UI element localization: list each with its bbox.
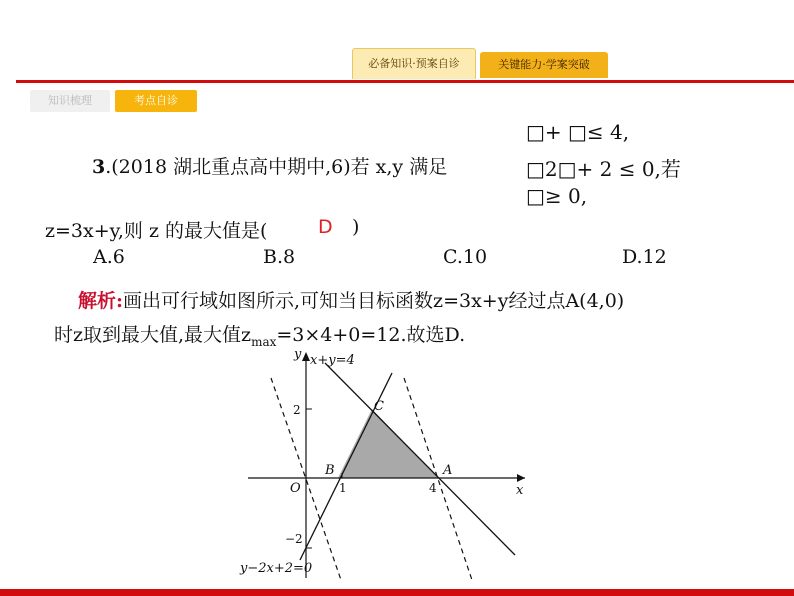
dashed-objective-through-a — [404, 378, 472, 580]
x-axis-arrow — [517, 474, 525, 482]
feasible-region — [338, 409, 438, 478]
option-a: A.6 — [93, 246, 125, 268]
question-stem-text: .(2018 湖北重点高中期中,6)若 x,y 满足 — [105, 156, 448, 178]
solution-text-2b: =3×4+0=12.故选D. — [276, 324, 466, 346]
constraint-line-2: □2□+ 2 ≤ 0,若 — [526, 157, 681, 181]
label-line-top: x+y=4 — [310, 353, 355, 368]
tick-label-neg2: −2 — [285, 532, 303, 546]
question-stem-line2-a: z=3x+y,则 z 的最大值是( — [45, 220, 268, 242]
solution-text-2a: 时z取到最大值,最大值z — [54, 324, 252, 346]
tab-key-abilities[interactable]: 关键能力·学案突破 — [480, 52, 608, 78]
label-origin: O — [290, 481, 301, 496]
option-b: B.8 — [263, 246, 296, 268]
solution-label: 解析: — [78, 290, 124, 312]
label-line-bottom: y−2x+2=0 — [240, 561, 313, 576]
answer-letter: D — [318, 216, 333, 238]
subtab-knowledge-review[interactable]: 知识梳理 — [30, 90, 110, 112]
question-stem-line2-b: ) — [352, 216, 360, 238]
question-number: 3 — [92, 156, 106, 178]
tick-label-4: 4 — [429, 481, 437, 495]
label-x-axis: x — [516, 483, 524, 498]
solution-text-1: 画出可行域如图所示,可知当目标函数z=3x+y经过点A(4,0) — [123, 290, 625, 312]
subtab-self-test[interactable]: 考点自诊 — [115, 90, 197, 112]
constraint-line-1: □+ □≤ 4, — [526, 120, 630, 144]
solution-subscript: max — [251, 334, 277, 349]
label-point-c: C — [374, 399, 384, 414]
label-point-b: B — [325, 463, 335, 478]
tab-essential-knowledge[interactable]: 必备知识·预案自诊 — [352, 48, 476, 79]
option-d: D.12 — [622, 246, 667, 268]
tick-label-2: 2 — [293, 403, 301, 417]
option-c: C.10 — [443, 246, 488, 268]
label-point-a: A — [443, 463, 453, 478]
y-axis-arrow — [302, 352, 310, 361]
footer-bar — [0, 589, 794, 596]
tick-label-1: 1 — [339, 481, 347, 495]
constraint-line-3: □≥ 0, — [526, 184, 588, 208]
label-y-axis: y — [294, 347, 302, 362]
